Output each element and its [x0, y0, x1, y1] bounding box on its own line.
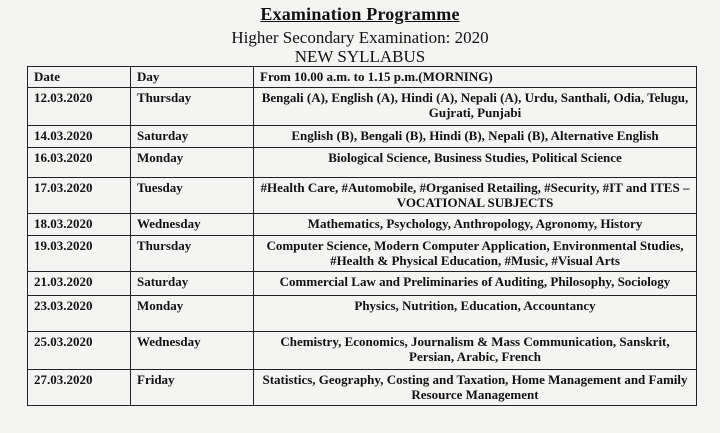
row-subjects: Statistics, Geography, Costing and Taxation, Home Management and Family Resource Management	[254, 370, 697, 406]
row-day: Thursday	[131, 88, 254, 126]
row-date: 16.03.2020	[28, 148, 131, 178]
header-date: Date	[28, 67, 131, 88]
row-day: Friday	[131, 370, 254, 406]
row-subjects: Commercial Law and Preliminaries of Auditing, Philosophy, Sociology	[254, 272, 697, 296]
table-row	[28, 272, 697, 296]
page-title: Examination Programme	[260, 4, 460, 24]
header-time: From 10.00 a.m. to 1.15 p.m.(MORNING)	[254, 67, 697, 88]
row-subjects: English (B), Bengali (B), Hindi (B), Nepali (B), Alternative English	[254, 126, 697, 148]
exam-subtitle: Higher Secondary Examination: 2020	[231, 28, 489, 47]
row-subjects: Mathematics, Psychology, Anthropology, Agronomy, History	[254, 214, 697, 236]
table-row	[28, 370, 697, 406]
row-subjects: #Health Care, #Automobile, #Organised Retailing, #Security, #IT and ITES –VOCATIONAL SUBJECTS	[254, 178, 697, 214]
table-row	[28, 126, 697, 148]
row-subjects: Physics, Nutrition, Education, Accountancy	[254, 296, 697, 332]
table-header-row	[28, 67, 697, 88]
exam-schedule-table	[27, 66, 697, 406]
table-row	[28, 296, 697, 332]
row-date: 23.03.2020	[28, 296, 131, 332]
row-day: Saturday	[131, 126, 254, 148]
table-row	[28, 148, 697, 178]
row-date: 19.03.2020	[28, 236, 131, 272]
row-day: Monday	[131, 148, 254, 178]
table-row	[28, 88, 697, 126]
row-subjects: Chemistry, Economics, Journalism & Mass Communication, Sanskrit, Persian, Arabic, French	[254, 332, 697, 370]
row-day: Monday	[131, 296, 254, 332]
table-row	[28, 214, 697, 236]
syllabus-label: NEW SYLLABUS	[294, 47, 426, 66]
row-day: Saturday	[131, 272, 254, 296]
row-day: Wednesday	[131, 332, 254, 370]
table-row	[28, 236, 697, 272]
header-day: Day	[131, 67, 254, 88]
table-row	[28, 178, 697, 214]
row-day: Thursday	[131, 236, 254, 272]
row-subjects: Computer Science, Modern Computer Application, Environmental Studies, #Health & Physical Education, #Music, #Visual Arts	[254, 236, 697, 272]
row-date: 25.03.2020	[28, 332, 131, 370]
row-date: 27.03.2020	[28, 370, 131, 406]
row-day: Wednesday	[131, 214, 254, 236]
row-subjects: Bengali (A), English (A), Hindi (A), Nepali (A), Urdu, Santhali, Odia, Telugu, Gujrati, Punjabi	[254, 88, 697, 126]
table-row	[28, 332, 697, 370]
row-date: 14.03.2020	[28, 126, 131, 148]
row-day: Tuesday	[131, 178, 254, 214]
row-date: 21.03.2020	[28, 272, 131, 296]
row-subjects: Biological Science, Business Studies, Political Science	[254, 148, 697, 178]
row-date: 17.03.2020	[28, 178, 131, 214]
row-date: 12.03.2020	[28, 88, 131, 126]
row-date: 18.03.2020	[28, 214, 131, 236]
